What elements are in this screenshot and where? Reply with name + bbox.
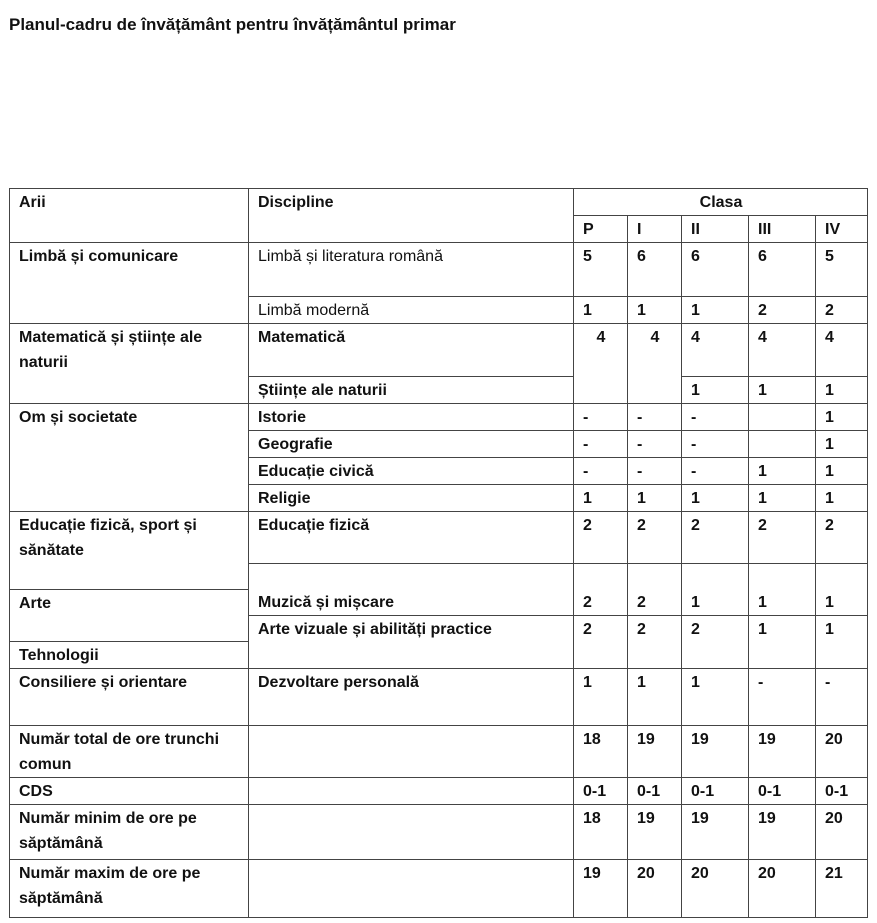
discipline-cell: Geografie — [249, 431, 574, 458]
value-cell: - — [628, 458, 682, 485]
value-cell: 1 — [682, 377, 749, 404]
value-cell: 1 — [749, 563, 816, 615]
value-cell: 0-1 — [682, 777, 749, 804]
table-row — [10, 404, 868, 431]
area-cell-empty — [10, 563, 249, 589]
value-cell: 1 — [574, 297, 628, 324]
header-row — [10, 189, 868, 216]
table-row — [10, 243, 868, 297]
value-cell: 19 — [682, 725, 749, 777]
area-cell: Consiliere și orientare — [10, 668, 249, 725]
value-cell: 19 — [574, 859, 628, 917]
value-cell: 6 — [628, 243, 682, 297]
value-cell: 1 — [816, 485, 868, 512]
value-cell: 20 — [816, 725, 868, 777]
value-cell: 1 — [682, 563, 749, 615]
table-row — [10, 324, 868, 377]
value-cell: 1 — [749, 458, 816, 485]
value-cell: 20 — [749, 859, 816, 917]
discipline-cell: Științe ale naturii — [249, 377, 574, 404]
table-row — [10, 512, 868, 564]
value-cell: 2 — [682, 512, 749, 564]
value-cell: 0-1 — [749, 777, 816, 804]
value-cell: 1 — [574, 668, 628, 725]
value-cell: 18 — [574, 804, 628, 859]
discipline-cell: Matematică — [249, 324, 574, 377]
discipline-cell: Educație civică — [249, 458, 574, 485]
value-cell: 19 — [749, 804, 816, 859]
value-cell: 2 — [749, 512, 816, 564]
value-cell: - — [682, 458, 749, 485]
value-cell: 2 — [628, 563, 682, 615]
class-header: II — [682, 216, 749, 243]
value-cell: - — [682, 431, 749, 458]
value-cell: 5 — [574, 243, 628, 297]
value-cell: - — [628, 431, 682, 458]
value-cell: 19 — [628, 804, 682, 859]
total-label: CDS — [10, 777, 249, 804]
value-cell: 2 — [816, 297, 868, 324]
value-cell: 1 — [816, 563, 868, 615]
value-cell: 1 — [749, 615, 816, 668]
value-cell: 1 — [628, 297, 682, 324]
table-row — [10, 804, 868, 859]
value-cell — [749, 404, 816, 431]
value-cell: - — [574, 431, 628, 458]
area-cell: Limbă și comunicare — [10, 243, 249, 324]
class-header: I — [628, 216, 682, 243]
value-cell: 1 — [682, 485, 749, 512]
value-cell: - — [574, 458, 628, 485]
value-cell: 4 — [749, 324, 816, 377]
value-cell: 2 — [574, 512, 628, 564]
discipline-cell: Religie — [249, 485, 574, 512]
value-cell: 1 — [682, 668, 749, 725]
class-header: IV — [816, 216, 868, 243]
total-label: Număr maxim de ore pe săptămână — [10, 859, 249, 917]
value-cell: 1 — [816, 377, 868, 404]
value-cell: 1 — [628, 668, 682, 725]
value-cell: 1 — [749, 485, 816, 512]
value-cell: 1 — [574, 485, 628, 512]
value-cell: 0-1 — [816, 777, 868, 804]
value-cell: 2 — [628, 512, 682, 564]
value-cell: 18 — [574, 725, 628, 777]
table-row — [10, 668, 868, 725]
value-cell: 1 — [816, 615, 868, 668]
value-cell: 19 — [628, 725, 682, 777]
value-cell: 2 — [628, 615, 682, 668]
value-cell: - — [816, 668, 868, 725]
table-row — [10, 859, 868, 917]
value-cell: 4 — [816, 324, 868, 377]
area-cell: Educație fizică, sport și sănătate — [10, 512, 249, 564]
value-cell: 1 — [816, 431, 868, 458]
class-header: III — [749, 216, 816, 243]
value-cell: 21 — [816, 859, 868, 917]
table-row — [10, 777, 868, 804]
discipline-cell-empty — [249, 859, 574, 917]
discipline-cell: Arte vizuale și abilități practice — [249, 615, 574, 668]
table-row — [10, 563, 868, 589]
value-cell: 4 — [682, 324, 749, 377]
header-arii: Arii — [10, 189, 249, 243]
value-cell: 19 — [749, 725, 816, 777]
discipline-cell-empty — [249, 725, 574, 777]
value-cell: 0-1 — [574, 777, 628, 804]
value-cell: - — [682, 404, 749, 431]
value-cell: - — [574, 404, 628, 431]
value-cell: 6 — [682, 243, 749, 297]
discipline-cell: Muzică și mișcare — [249, 563, 574, 615]
value-cell: 1 — [682, 297, 749, 324]
class-header: P — [574, 216, 628, 243]
area-cell: Matematică și științe ale naturii — [10, 324, 249, 404]
value-cell: 20 — [682, 859, 749, 917]
value-cell: 19 — [682, 804, 749, 859]
total-label: Număr minim de ore pe săptămână — [10, 804, 249, 859]
discipline-cell: Limbă modernă — [249, 297, 574, 324]
value-cell: - — [749, 668, 816, 725]
curriculum-table — [9, 188, 868, 918]
value-cell: 20 — [628, 859, 682, 917]
value-cell: 4 — [628, 324, 682, 404]
value-cell: 0-1 — [628, 777, 682, 804]
table-row — [10, 725, 868, 777]
header-discipline: Discipline — [249, 189, 574, 243]
total-label: Număr total de ore trunchi comun — [10, 725, 249, 777]
discipline-cell: Limbă și literatura română — [249, 243, 574, 297]
discipline-cell: Istorie — [249, 404, 574, 431]
page-title: Planul-cadru de învățământ pentru învățământul primar — [9, 15, 456, 34]
area-cell: Om și societate — [10, 404, 249, 512]
value-cell: 2 — [816, 512, 868, 564]
value-cell: 2 — [682, 615, 749, 668]
value-cell: 5 — [816, 243, 868, 297]
discipline-cell-empty — [249, 777, 574, 804]
value-cell: 2 — [574, 563, 628, 615]
value-cell: - — [628, 404, 682, 431]
value-cell: 20 — [816, 804, 868, 859]
discipline-cell: Dezvoltare personală — [249, 668, 574, 725]
value-cell: 1 — [749, 377, 816, 404]
discipline-cell: Educație fizică — [249, 512, 574, 564]
value-cell: 1 — [816, 404, 868, 431]
value-cell: 2 — [574, 615, 628, 668]
value-cell: 4 — [574, 324, 628, 404]
discipline-cell-empty — [249, 804, 574, 859]
value-cell: 1 — [628, 485, 682, 512]
area-cell: Arte — [10, 589, 249, 641]
value-cell: 2 — [749, 297, 816, 324]
header-clasa: Clasa — [574, 189, 868, 216]
value-cell: 1 — [816, 458, 868, 485]
area-cell: Tehnologii — [10, 641, 249, 668]
value-cell: 6 — [749, 243, 816, 297]
value-cell — [749, 431, 816, 458]
